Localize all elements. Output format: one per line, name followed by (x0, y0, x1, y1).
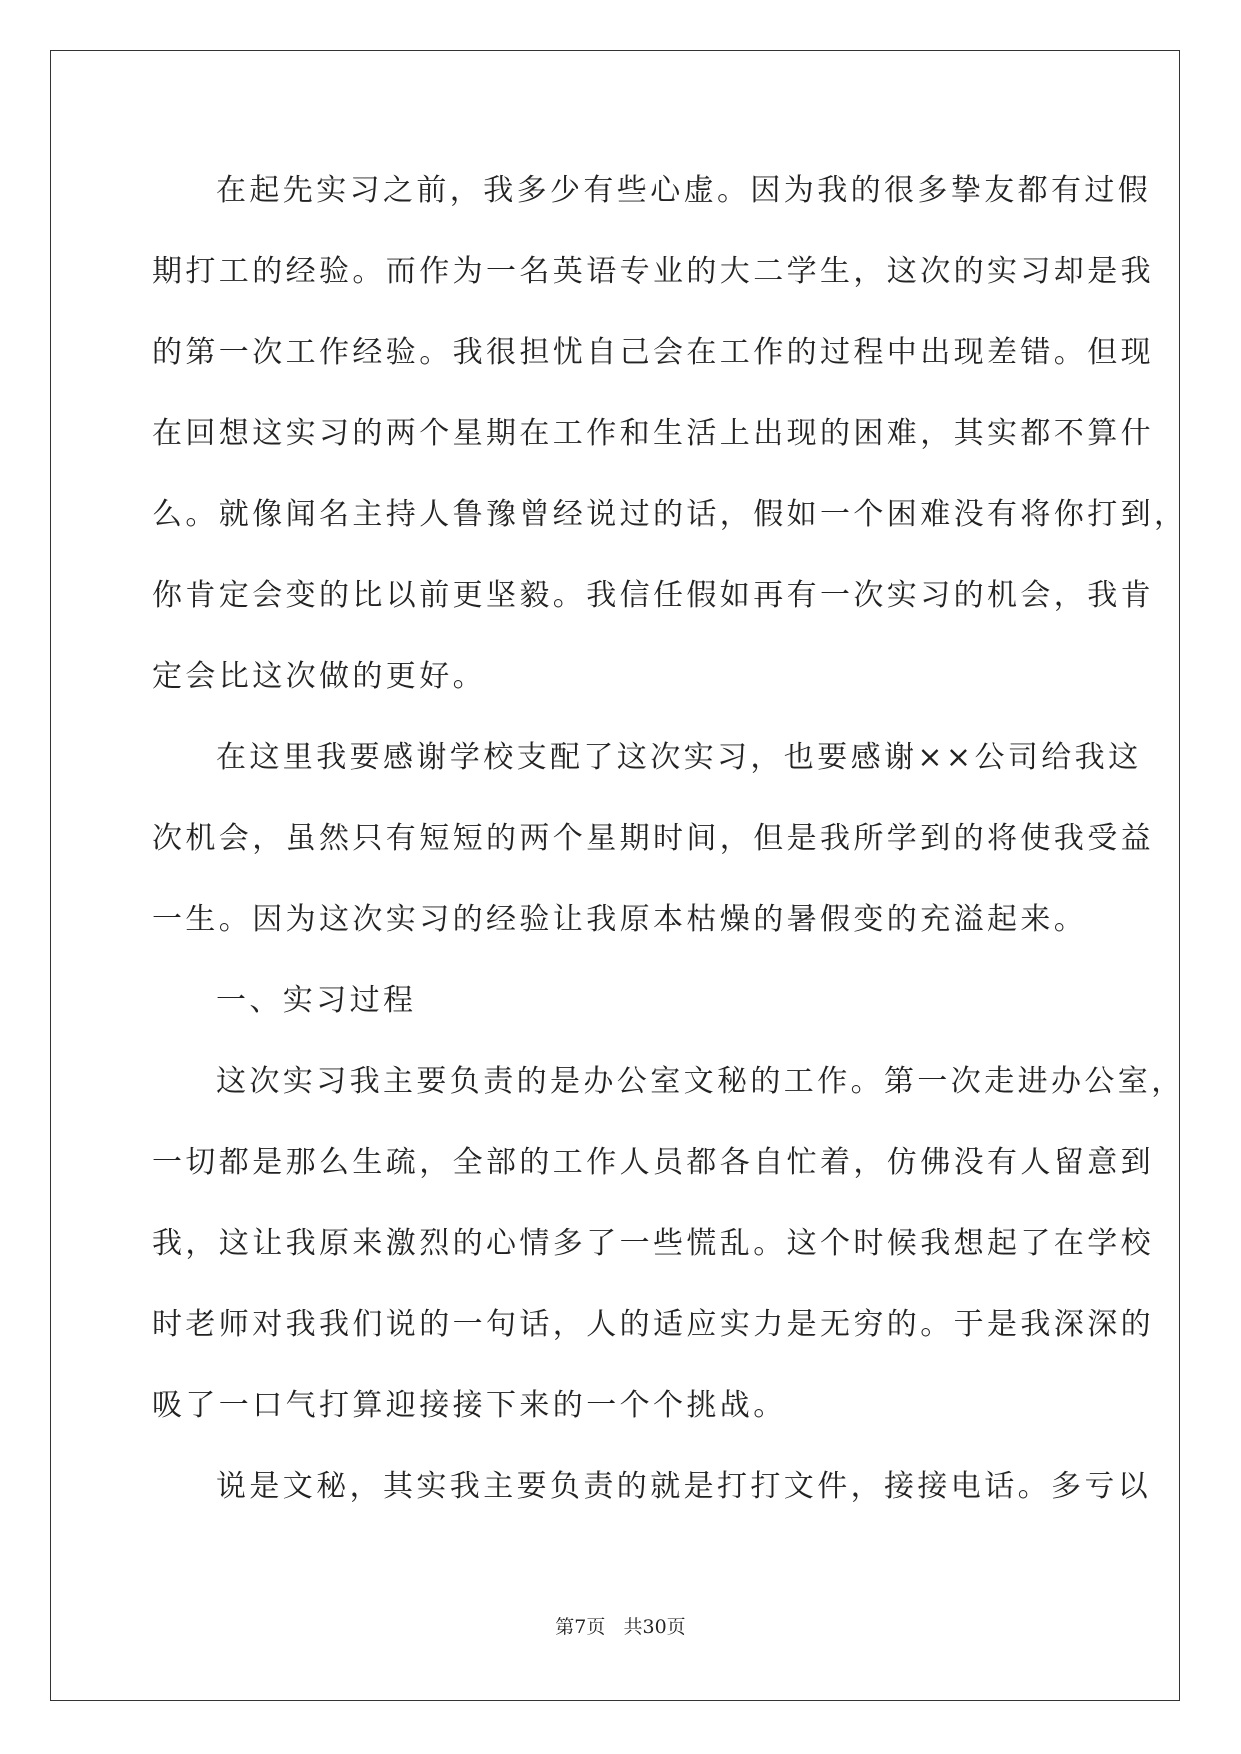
text-line: 在这里我要感谢学校支配了这次实习，也要感谢××公司给我这 (216, 740, 1142, 775)
text-line: 一生。因为这次实习的经验让我原本枯燥的暑假变的充溢起来。 (152, 902, 1088, 937)
text-line: 期打工的经验。而作为一名英语专业的大二学生，这次的实习却是我 (152, 254, 1154, 289)
text-line: 说是文秘，其实我主要负责的就是打打文件，接接电话。多亏以 (216, 1469, 1152, 1504)
text-line: 这次实习我主要负责的是办公室文秘的工作。第一次走进办公室， (216, 1064, 1185, 1099)
text-line: 定会比这次做的更好。 (152, 659, 486, 694)
text-line: 你肯定会变的比以前更坚毅。我信任假如再有一次实习的机会，我肯 (152, 578, 1154, 613)
text-line: 一切都是那么生疏，全部的工作人员都各自忙着，仿佛没有人留意到 (152, 1145, 1154, 1180)
text-line: 在回想这实习的两个星期在工作和生活上出现的困难，其实都不算什 (152, 416, 1154, 451)
text-line: 时老师对我我们说的一句话，人的适应实力是无穷的。于是我深深的 (152, 1307, 1154, 1342)
page-number: 第7页 共30页 (555, 1616, 686, 1638)
text-line: 吸了一口气打算迎接接下来的一个个挑战。 (152, 1388, 787, 1423)
text-line: 么。就像闻名主持人鲁豫曾经说过的话，假如一个困难没有将你打到， (152, 497, 1188, 532)
text-line: 我，这让我原来激烈的心情多了一些慌乱。这个时候我想起了在学校 (152, 1226, 1154, 1261)
section-heading: 一、实习过程 (216, 983, 417, 1018)
text-line: 在起先实习之前，我多少有些心虚。因为我的很多挚友都有过假 (216, 173, 1152, 208)
page-footer (0, 1612, 1241, 1639)
text-line: 的第一次工作经验。我很担忧自己会在工作的过程中出现差错。但现 (152, 335, 1154, 370)
document-body (152, 165, 1188, 1542)
text-line: 次机会，虽然只有短短的两个星期时间，但是我所学到的将使我受益 (152, 821, 1154, 856)
